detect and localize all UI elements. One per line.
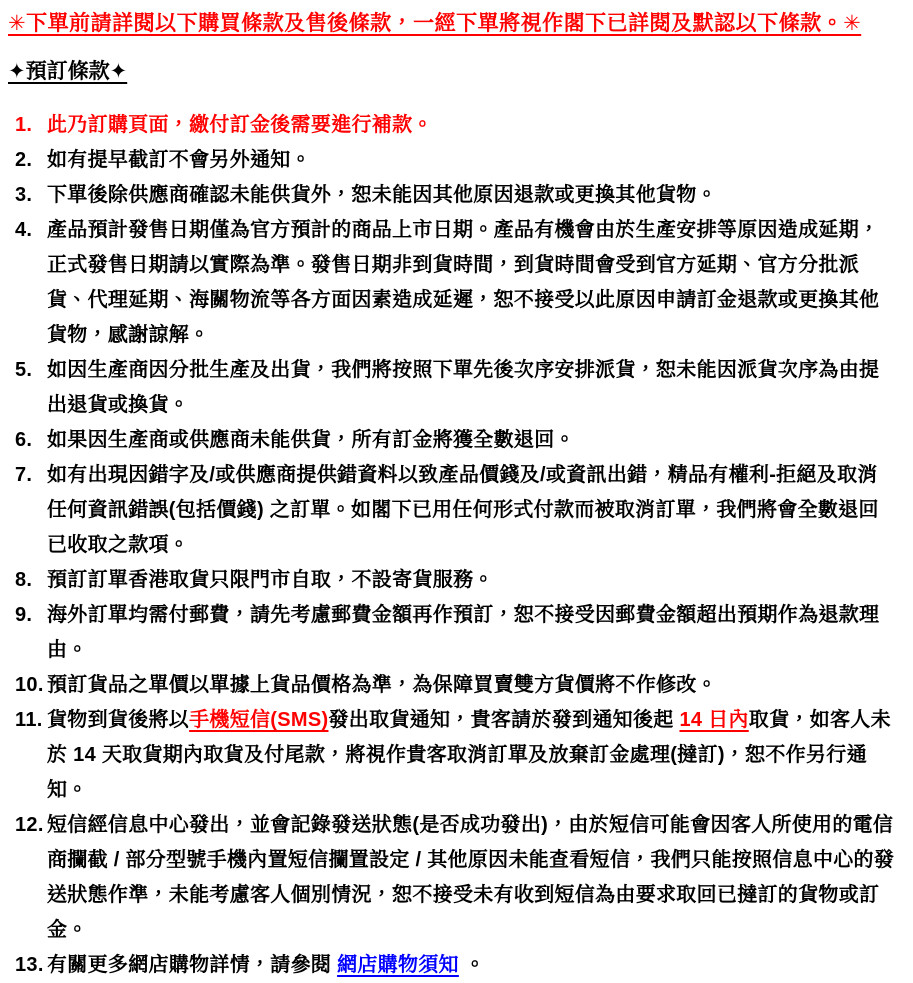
term-item-text	[47, 423, 895, 458]
term-item-text	[47, 178, 895, 213]
term-text-segment: 此乃訂購頁面，繳付訂金後需要進行補款。	[47, 114, 433, 136]
term-item-3	[8, 178, 895, 213]
term-text-segment: 如有提早截訂不會另外通知。	[47, 149, 311, 171]
term-item-number: 11.	[15, 709, 43, 731]
term-item-number: 8.	[15, 569, 33, 591]
term-item-13	[8, 948, 895, 983]
term-text-segment: 海外訂單均需付郵費，請先考慮郵費金額再作預訂，恕不接受因郵費金額超出預期作為退款理由。	[47, 604, 880, 661]
term-item-text	[47, 948, 895, 983]
term-text-segment: 有關更多網店購物詳情，請參閱	[47, 954, 338, 976]
term-item-11	[8, 703, 895, 808]
term-text-segment: 短信經信息中心發出，並會記錄發送狀態(是否成功發出)，由於短信可能會因客人所使用的電信商攔截 / 部分型號手機內置短信攔置設定 / 其他原因未能查看短信，我們只能按照信息中心的發送狀態作準，未能考慮客人個別情況，恕不接受未有收到短信為由要求取回已撻訂的貨物或訂金。	[47, 814, 895, 941]
term-text-segment: 如因生產商因分批生產及出貨，我們將按照下單先後次序安排派貨，恕未能因派貨次序為由提出退貨或換貨。	[47, 359, 880, 416]
term-item-number: 3.	[15, 184, 33, 206]
term-item-text	[47, 143, 895, 178]
term-text-segment: 預訂訂單香港取貨只限門市自取，不設寄貨服務。	[47, 569, 494, 591]
term-item-4	[8, 213, 895, 353]
term-item-number: 6.	[15, 429, 33, 451]
term-item-9	[8, 598, 895, 668]
term-text-segment: 如果因生產商或供應商未能供貨，所有訂金將獲全數退回。	[47, 429, 575, 451]
term-text-segment: 取貨，如客人未於 14 天取貨期內取貨及付尾款，將視作貴客取消訂單及放棄訂金處理(撻訂)，恕不作另行通知。	[47, 709, 891, 801]
term-item-number: 1.	[15, 114, 33, 136]
term-item-number: 13.	[15, 954, 44, 976]
term-item-number: 4.	[15, 219, 33, 241]
term-text-segment: 如有出現因錯字及/或供應商提供錯資料以致產品價錢及/或資訊出錯，精品有權利-拒絕及取消任何資訊錯誤(包括價錢) 之訂單。如閣下已用任何形式付款而被取消訂單，我們將會全數退回已收取之款項。	[47, 464, 879, 556]
term-text-segment: 14 日內	[679, 709, 749, 731]
store-shopping-guide-link[interactable]: 網店購物須知	[337, 954, 459, 976]
term-item-text	[47, 668, 895, 703]
term-item-8	[8, 563, 895, 598]
term-item-text	[47, 213, 895, 353]
term-text-segment: 發出取貨通知，貴客請於發到通知後起	[328, 709, 680, 731]
notice-banner: ✳下單前請詳閱以下購買條款及售後條款，一經下單將視作閣下已詳閱及默認以下條款。✳	[8, 12, 862, 35]
term-item-text	[47, 598, 895, 668]
term-item-number: 5.	[15, 359, 33, 381]
term-text-segment: 預訂貨品之單價以單據上貨品價格為準，為保障買賣雙方貨價將不作修改。	[47, 674, 717, 696]
term-item-text	[47, 808, 895, 948]
term-item-number: 12.	[15, 814, 44, 836]
terms-list	[8, 108, 895, 983]
term-item-7	[8, 458, 895, 563]
term-item-number: 10.	[15, 674, 44, 696]
term-text-segment: 產品預計發售日期僅為官方預計的商品上市日期。產品有機會由於生產安排等原因造成延期，正式發售日期請以實際為準。發售日期非到貨時間，到貨時間會受到官方延期、官方分批派貨、代理延期、海關物流等各方面因素造成延遲，恕不接受以此原因申請訂金退款或更換其他貨物，感謝諒解。	[47, 219, 880, 346]
term-item-12	[8, 808, 895, 948]
term-item-5	[8, 353, 895, 423]
term-item-10	[8, 668, 895, 703]
term-item-text	[47, 108, 895, 143]
section-title-preorder-terms: ✦預訂條款✦	[8, 60, 128, 83]
term-item-2	[8, 143, 895, 178]
term-item-1	[8, 108, 895, 143]
term-item-number: 2.	[15, 149, 33, 171]
term-item-text	[47, 458, 895, 563]
term-item-number: 7.	[15, 464, 33, 486]
term-item-6	[8, 423, 895, 458]
term-item-text	[47, 563, 895, 598]
term-item-number: 9.	[15, 604, 33, 626]
term-item-text	[47, 353, 895, 423]
term-text-segment: 貨物到貨後將以	[47, 709, 190, 731]
term-text-segment: 下單後除供應商確認未能供貨外，恕未能因其他原因退款或更換其他貨物。	[47, 184, 717, 206]
term-text-segment: 手機短信(SMS)	[189, 709, 329, 731]
term-item-text	[47, 703, 895, 808]
term-text-segment: 。	[458, 954, 486, 976]
